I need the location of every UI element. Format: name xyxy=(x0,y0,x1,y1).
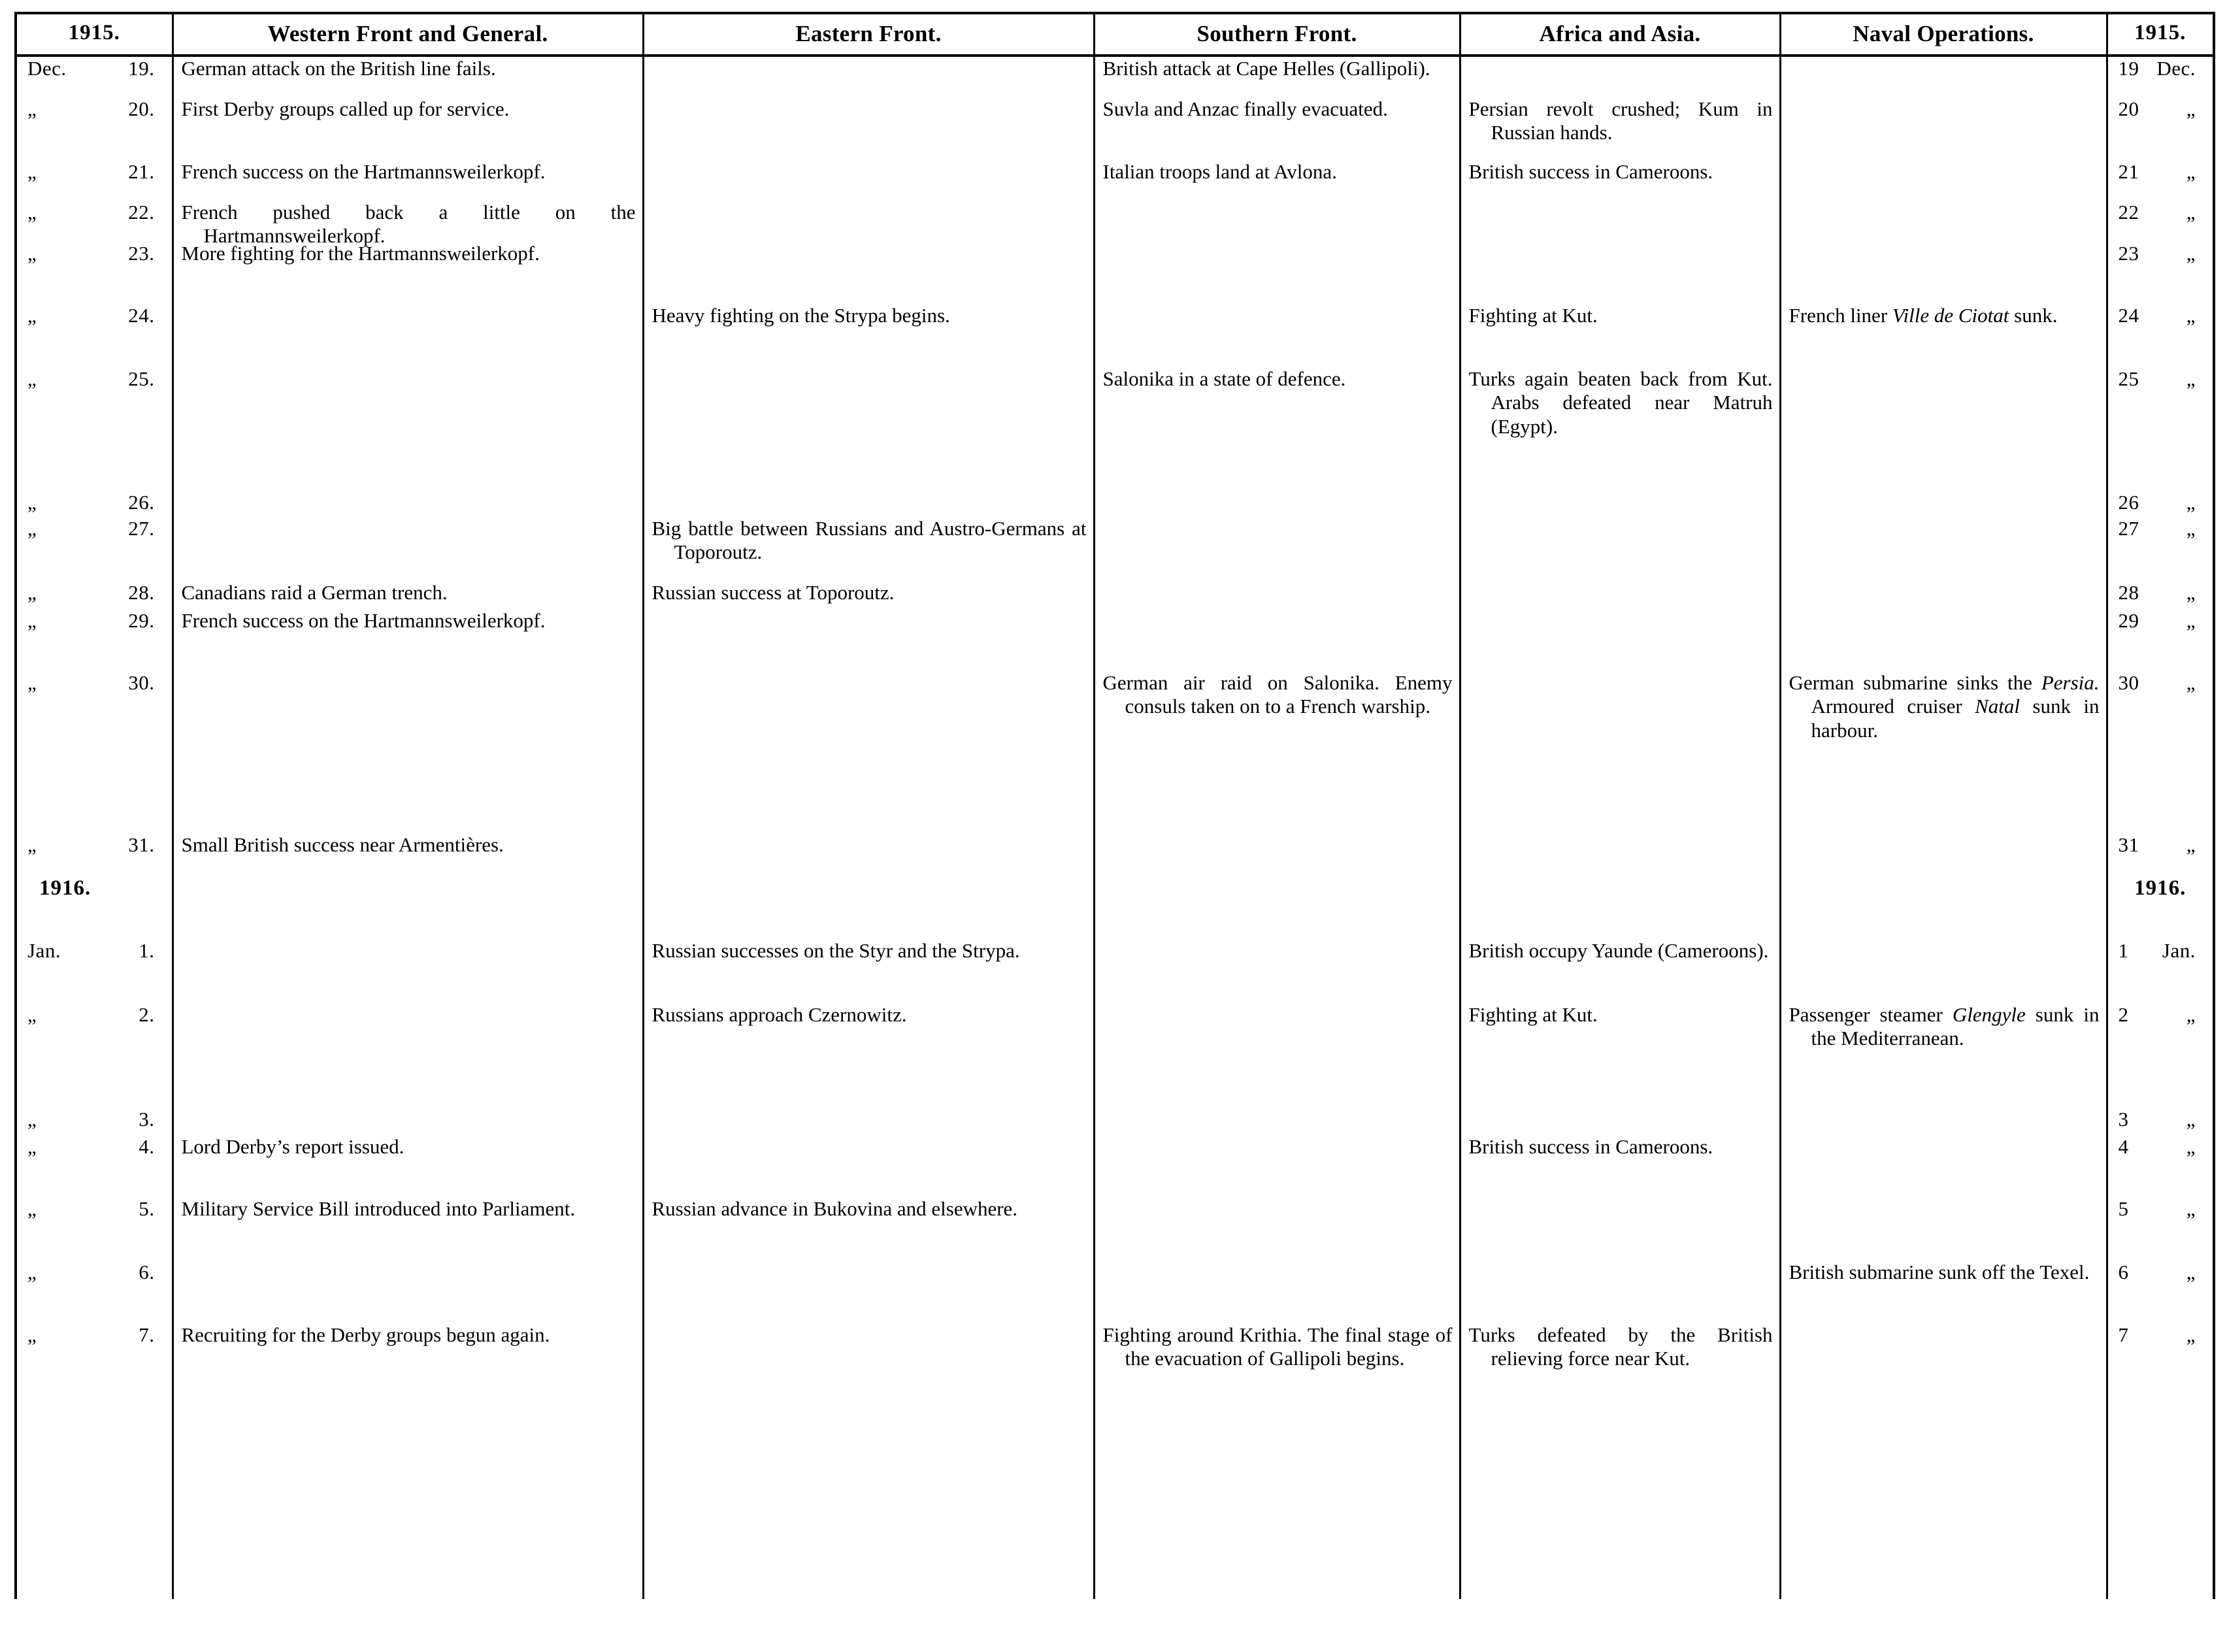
eastern-entry xyxy=(644,581,1093,604)
date-month-label: „ xyxy=(27,1261,37,1284)
africa-entry-text: Persian revolt crushed; Kum in Russian hands. xyxy=(1468,97,1773,144)
western-entry xyxy=(174,97,642,121)
date-month-label: „ xyxy=(27,671,37,695)
date-month-label: „ xyxy=(27,1108,37,1131)
table-header-row xyxy=(16,13,2214,56)
date-month-label: „ xyxy=(27,1197,37,1221)
cell-southern-front xyxy=(1094,56,1460,1599)
western-entry xyxy=(174,242,642,265)
column-header-eastern-front: Eastern Front. xyxy=(643,13,1094,56)
eastern-entry-text: Russian advance in Bukovina and elsewhere. xyxy=(652,1197,1018,1221)
date-month-label: „ xyxy=(27,609,37,633)
date-entry xyxy=(17,1323,172,1347)
dates-left-column xyxy=(17,57,172,1599)
africa-entry xyxy=(1461,97,1779,145)
date-entry xyxy=(2108,609,2213,633)
date-month-label: „ xyxy=(27,97,37,121)
africa-asia-column xyxy=(1461,57,1779,1599)
date-day-number: 26. xyxy=(128,491,155,514)
date-day-number: 25. xyxy=(128,367,155,391)
southern-entry-text: Salonika in a state of defence. xyxy=(1102,367,1346,391)
eastern-entry-text: Big battle between Russians and Austro-Germans at Toporoutz. xyxy=(652,517,1087,564)
date-month-label: „ xyxy=(2186,97,2196,121)
date-day-number: 19 xyxy=(2118,57,2139,80)
date-month-label: „ xyxy=(2186,833,2196,857)
southern-entry-text: British attack at Cape Helles (Gallipoli). xyxy=(1102,57,1430,80)
date-entry xyxy=(17,242,172,265)
date-month-label: Jan. xyxy=(27,939,61,963)
date-month-label: „ xyxy=(2186,1135,2196,1159)
africa-entry xyxy=(1461,304,1779,327)
southern-entry xyxy=(1095,97,1459,121)
date-month-label: Dec. xyxy=(2156,57,2196,80)
date-day-number: 3 xyxy=(2118,1108,2129,1131)
date-month-label: „ xyxy=(2186,517,2196,540)
eastern-front-column xyxy=(644,57,1093,1599)
date-month-label: „ xyxy=(27,1003,37,1027)
date-entry xyxy=(17,201,172,224)
africa-entry-text: Turks defeated by the British relieving force near Kut. xyxy=(1468,1323,1773,1370)
western-entry-text: Military Service Bill introduced into Parliament. xyxy=(181,1197,576,1221)
date-day-number: 5. xyxy=(139,1197,155,1221)
western-entry xyxy=(174,1135,642,1159)
date-entry xyxy=(2108,242,2213,265)
southern-front-column xyxy=(1095,57,1459,1599)
africa-entry-text: Fighting at Kut. xyxy=(1468,304,1598,327)
date-entry xyxy=(17,491,172,514)
date-month-label: „ xyxy=(2186,242,2196,265)
date-day-number: 27. xyxy=(128,517,155,540)
cell-eastern-front xyxy=(643,56,1094,1599)
date-entry xyxy=(17,57,172,80)
western-entry xyxy=(174,57,642,80)
date-month-label: „ xyxy=(2186,671,2196,695)
southern-entry xyxy=(1095,57,1459,80)
date-day-number: 21. xyxy=(128,160,155,184)
eastern-entry xyxy=(644,1197,1093,1221)
date-entry xyxy=(17,939,172,963)
southern-entry-text: German air raid on Salonika. Enemy consuls taken on to a French warship. xyxy=(1102,671,1453,718)
southern-entry-text: Italian troops land at Avlona. xyxy=(1102,160,1337,184)
africa-entry-text: British occupy Yaunde (Cameroons). xyxy=(1468,939,1769,963)
date-entry xyxy=(2108,1197,2213,1221)
africa-entry xyxy=(1461,367,1779,438)
column-header-western-front: Western Front and General. xyxy=(173,13,643,56)
date-day-number: 6 xyxy=(2118,1261,2129,1284)
date-month-label: „ xyxy=(2186,160,2196,184)
africa-entry xyxy=(1461,939,1779,963)
africa-entry-text: Turks again beaten back from Kut. Arabs defeated near Matruh (Egypt). xyxy=(1468,367,1773,438)
africa-entry xyxy=(1461,160,1779,184)
naval-entry xyxy=(1781,1003,2106,1051)
date-month-label: „ xyxy=(27,160,37,184)
date-entry xyxy=(17,1197,172,1221)
eastern-entry xyxy=(644,1003,1093,1027)
date-entry xyxy=(17,367,172,391)
date-day-number: 28 xyxy=(2118,581,2139,604)
western-entry xyxy=(174,1197,642,1221)
western-entry-text: First Derby groups called up for service. xyxy=(181,97,510,121)
eastern-entry-text: Russian success at Toporoutz. xyxy=(652,581,895,604)
date-day-number: 7. xyxy=(139,1323,155,1347)
date-entry xyxy=(17,581,172,604)
western-entry-text: Canadians raid a German trench. xyxy=(181,581,448,604)
date-entry xyxy=(17,833,172,857)
dates-right-column xyxy=(2108,57,2213,1599)
eastern-entry xyxy=(644,517,1093,565)
western-entry-text: German attack on the British line fails. xyxy=(181,57,496,80)
date-month-label: „ xyxy=(2186,1323,2196,1347)
column-header-year-left: 1915. xyxy=(16,13,173,56)
western-entry-text: More fighting for the Hartmannsweilerkopf. xyxy=(181,242,540,265)
date-entry xyxy=(2108,1323,2213,1347)
date-day-number: 28. xyxy=(128,581,155,604)
date-entry xyxy=(2108,57,2213,80)
date-entry xyxy=(2108,939,2213,963)
naval-entry-text: French liner Ville de Ciotat sunk. xyxy=(1789,304,2058,327)
date-entry xyxy=(2108,671,2213,695)
africa-entry xyxy=(1461,1135,1779,1159)
date-month-label: „ xyxy=(2186,609,2196,633)
date-day-number: 1 xyxy=(2118,939,2129,963)
western-entry-text: French success on the Hartmannsweilerkopf. xyxy=(181,160,546,184)
date-day-number: 25 xyxy=(2118,367,2139,391)
naval-entry xyxy=(1781,671,2106,742)
date-day-number: 22. xyxy=(128,201,155,224)
date-entry xyxy=(17,160,172,184)
date-day-number: 24. xyxy=(128,304,155,327)
year-marker: 1916. xyxy=(2134,876,2186,900)
date-month-label: „ xyxy=(27,367,37,391)
date-entry xyxy=(2108,517,2213,540)
date-month-label: „ xyxy=(27,517,37,540)
date-entry xyxy=(2108,491,2213,514)
southern-entry xyxy=(1095,160,1459,184)
date-entry xyxy=(2108,1108,2213,1131)
date-entry xyxy=(2108,304,2213,327)
date-day-number: 26 xyxy=(2118,491,2139,514)
naval-entry-text: Passenger steamer Glengyle sunk in the Mediterranean. xyxy=(1789,1003,2100,1050)
date-entry xyxy=(17,1108,172,1131)
date-day-number: 3. xyxy=(139,1108,155,1131)
date-day-number: 20. xyxy=(128,97,155,121)
date-entry xyxy=(2108,1135,2213,1159)
date-day-number: 2 xyxy=(2118,1003,2129,1027)
date-day-number: 31 xyxy=(2118,833,2139,857)
date-entry xyxy=(17,517,172,540)
western-entry xyxy=(174,581,642,604)
column-header-africa-asia: Africa and Asia. xyxy=(1460,13,1780,56)
western-entry xyxy=(174,609,642,633)
date-day-number: 29 xyxy=(2118,609,2139,633)
naval-entry-text: British submarine sunk off the Texel. xyxy=(1789,1261,2090,1284)
date-entry xyxy=(2108,201,2213,224)
africa-entry xyxy=(1461,1003,1779,1027)
date-entry xyxy=(2108,1261,2213,1284)
naval-operations-column xyxy=(1781,57,2106,1599)
africa-entry-text: Fighting at Kut. xyxy=(1468,1003,1598,1027)
date-day-number: 24 xyxy=(2118,304,2139,327)
date-day-number: 23. xyxy=(128,242,155,265)
date-month-label: „ xyxy=(27,581,37,604)
date-month-label: „ xyxy=(2186,367,2196,391)
western-entry xyxy=(174,833,642,857)
date-entry xyxy=(2108,160,2213,184)
date-month-label: „ xyxy=(27,833,37,857)
date-month-label: „ xyxy=(27,1323,37,1347)
table-body-row xyxy=(16,56,2214,1599)
cell-dates-left xyxy=(16,56,173,1599)
date-month-label: „ xyxy=(2186,304,2196,327)
date-day-number: 27 xyxy=(2118,517,2139,540)
date-day-number: 20 xyxy=(2118,97,2139,121)
date-day-number: 21 xyxy=(2118,160,2139,184)
western-entry xyxy=(174,1323,642,1347)
eastern-entry xyxy=(644,939,1093,963)
western-entry xyxy=(174,160,642,184)
eastern-entry xyxy=(644,304,1093,327)
date-day-number: 4. xyxy=(139,1135,155,1159)
date-month-label: „ xyxy=(27,491,37,514)
date-month-label: „ xyxy=(2186,491,2196,514)
africa-entry-text: British success in Cameroons. xyxy=(1468,160,1713,184)
date-entry xyxy=(17,1261,172,1284)
date-day-number: 29. xyxy=(128,609,155,633)
date-day-number: 19. xyxy=(128,57,155,80)
western-entry xyxy=(174,201,642,248)
date-day-number: 7 xyxy=(2118,1323,2129,1347)
column-header-southern-front: Southern Front. xyxy=(1094,13,1460,56)
date-day-number: 1. xyxy=(139,939,155,963)
southern-entry xyxy=(1095,1323,1459,1371)
date-entry xyxy=(17,609,172,633)
naval-entry xyxy=(1781,304,2106,327)
date-day-number: 30. xyxy=(128,671,155,695)
date-entry xyxy=(2108,1003,2213,1027)
year-marker: 1916. xyxy=(39,876,91,900)
western-entry-text: Lord Derby’s report issued. xyxy=(181,1135,404,1159)
africa-entry-text: British success in Cameroons. xyxy=(1468,1135,1713,1159)
date-month-label: „ xyxy=(2186,1003,2196,1027)
date-entry xyxy=(17,97,172,121)
date-entry xyxy=(17,1135,172,1159)
date-entry xyxy=(2108,833,2213,857)
date-month-label: „ xyxy=(2186,581,2196,604)
date-month-label: „ xyxy=(27,304,37,327)
date-day-number: 6. xyxy=(139,1261,155,1284)
southern-entry xyxy=(1095,671,1459,719)
southern-entry xyxy=(1095,367,1459,391)
date-day-number: 2. xyxy=(139,1003,155,1027)
cell-dates-right xyxy=(2107,56,2214,1599)
date-entry xyxy=(17,1003,172,1027)
date-day-number: 4 xyxy=(2118,1135,2129,1159)
western-entry-text: Recruiting for the Derby groups begun again. xyxy=(181,1323,550,1347)
eastern-entry-text: Russian successes on the Styr and the Strypa. xyxy=(652,939,1020,963)
date-month-label: „ xyxy=(27,1135,37,1159)
southern-entry-text: Suvla and Anzac finally evacuated. xyxy=(1102,97,1388,121)
eastern-entry-text: Russians approach Czernowitz. xyxy=(652,1003,907,1027)
date-entry xyxy=(17,304,172,327)
southern-entry-text: Fighting around Krithia. The final stage of the evacuation of Gallipoli begins. xyxy=(1102,1323,1453,1370)
date-month-label: „ xyxy=(27,242,37,265)
date-day-number: 22 xyxy=(2118,201,2139,224)
column-header-naval-operations: Naval Operations. xyxy=(1780,13,2107,56)
date-month-label: „ xyxy=(27,201,37,224)
date-entry xyxy=(2108,97,2213,121)
date-month-label: „ xyxy=(2186,1108,2196,1131)
date-month-label: „ xyxy=(2186,1261,2196,1284)
eastern-entry-text: Heavy fighting on the Strypa begins. xyxy=(652,304,950,327)
column-header-year-right: 1915. xyxy=(2107,13,2214,56)
date-entry xyxy=(17,671,172,695)
date-day-number: 30 xyxy=(2118,671,2139,695)
western-front-column xyxy=(174,57,642,1599)
date-month-label: Jan. xyxy=(2162,939,2196,963)
cell-western-front xyxy=(173,56,643,1599)
date-month-label: Dec. xyxy=(27,57,67,80)
date-entry xyxy=(2108,581,2213,604)
date-month-label: „ xyxy=(2186,1197,2196,1221)
western-entry-text: Small British success near Armentières. xyxy=(181,833,504,857)
cell-naval-operations xyxy=(1780,56,2107,1599)
date-entry xyxy=(2108,367,2213,391)
western-entry-text: French pushed back a little on the Hartmannsweilerkopf. xyxy=(181,201,636,248)
naval-entry xyxy=(1781,1261,2106,1284)
date-day-number: 31. xyxy=(128,833,155,857)
date-month-label: „ xyxy=(2186,201,2196,224)
naval-entry-text: German submarine sinks the Persia. Armoured cruiser Natal sunk in harbour. xyxy=(1789,671,2100,742)
cell-africa-asia xyxy=(1460,56,1780,1599)
western-entry-text: French success on the Hartmannsweilerkopf. xyxy=(181,609,546,633)
chronology-table xyxy=(14,12,2215,1599)
date-day-number: 5 xyxy=(2118,1197,2129,1221)
date-day-number: 23 xyxy=(2118,242,2139,265)
africa-entry xyxy=(1461,1323,1779,1371)
